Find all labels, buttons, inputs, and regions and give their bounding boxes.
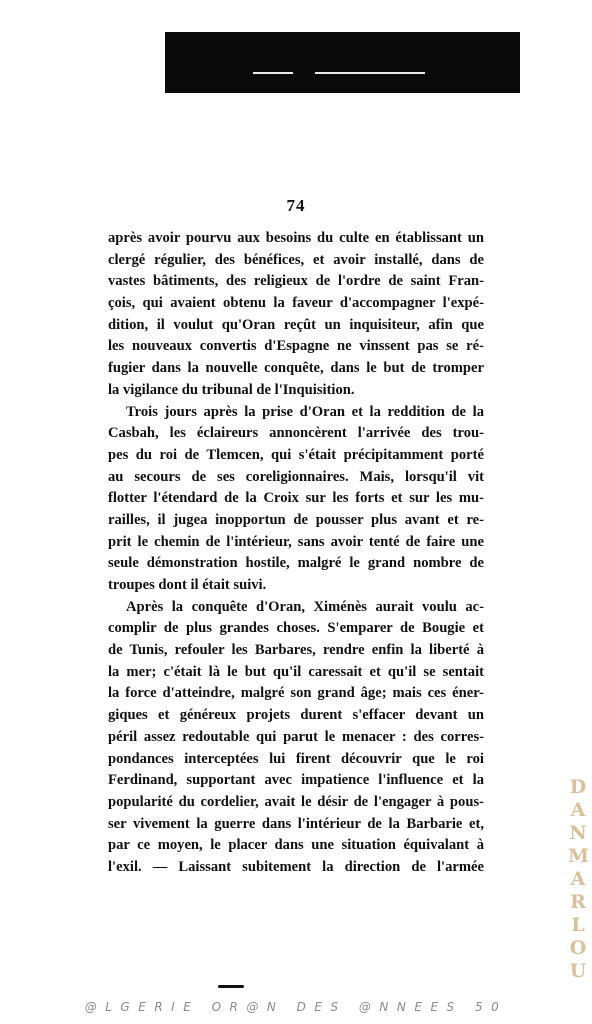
page-bottom-mark	[218, 985, 244, 988]
watermark-letter: O	[569, 937, 587, 959]
watermark-letter: D	[569, 776, 587, 798]
footer-watermark: @LGERIE OR@N DES @NNEES 50	[84, 1000, 508, 1014]
text-line: de Tunis, refouler les Barbares, rendre enfin la liberté à	[108, 642, 484, 659]
text-line: ser vivement la guerre dans l'intérieur de la Barbarie et,	[108, 815, 484, 832]
text-line: au secours de ses coreligionnaires. Mais, lorsqu'il vit	[108, 468, 484, 485]
text-line: prit le chemin de l'intérieur, sans avoir tenté de faire une	[108, 533, 484, 550]
text-line: après avoir pourvu aux besoins du culte en établissant un	[108, 230, 484, 246]
text-line: l'exil. — Laissant subitement la direction de l'armée	[108, 858, 484, 875]
text-line: troupes dont il était suivi.	[108, 577, 267, 593]
text-line: çois, qui avaient obtenu la faveur d'accompagner l'expé-	[108, 295, 484, 312]
page-number: 74	[286, 196, 306, 215]
watermark-letter: A	[570, 799, 586, 821]
watermark-letter: U	[569, 960, 587, 982]
vertical-watermark	[568, 776, 588, 983]
text-line: dition, il voulut qu'Oran reçût un inquisiteur, afin que	[108, 316, 484, 333]
text-line: vastes bâtiments, des religieux de l'ordre de saint Fran-	[108, 273, 484, 290]
text-line: fugier dans la nouvelle conquête, dans le but de tromper	[108, 360, 484, 377]
text-line: seule démonstration hostile, malgré le grand nombre de	[108, 555, 484, 572]
text-line: péril assez redoutable qui parut le menacer : des corres-	[108, 728, 484, 745]
text-line: Casbah, les éclaireurs annoncèrent l'arrivée des trou-	[108, 425, 484, 442]
text-line: complir de plus grandes choses. S'emparer de Bougie et	[108, 620, 484, 637]
watermark-letter: M	[568, 845, 590, 867]
text-line: flotter l'étendard de la Croix sur les forts et sur les mu-	[108, 490, 484, 507]
text-line: la force d'atteindre, malgré son grand âge; mais ces éner-	[108, 685, 484, 702]
text-line: les nouveaux convertis d'Espagne ne vinssent pas se ré-	[108, 338, 484, 355]
watermark-letter: L	[571, 914, 585, 936]
text-line: giques et généreux projets durent s'effacer devant un	[108, 707, 484, 724]
body-text	[108, 228, 484, 879]
watermark-letter: N	[569, 822, 587, 844]
text-line: la mer; c'était là le but qu'il caressait et qu'il se sentait	[108, 663, 484, 680]
text-line: par ce moyen, le placer dans une situation équivalant à	[108, 837, 484, 854]
text-line: railles, il jugea inopportun de pousser plus avant et re-	[108, 511, 484, 528]
text-line: la vigilance du tribunal de l'Inquisition.	[108, 381, 355, 398]
watermark-letter: A	[570, 868, 586, 890]
text-line: Après la conquête d'Oran, Ximénès aurait voulu ac-	[126, 598, 484, 615]
watermark-letter: R	[570, 891, 586, 913]
text-line: popularité du cordelier, avait le désir de l'engager à pous-	[108, 793, 484, 810]
scan-streak	[253, 72, 293, 74]
text-line: clergé régulier, des bénéfices, et avoir installé, dans de	[108, 251, 484, 268]
scan-streak	[315, 72, 425, 74]
text-line: Trois jours après la prise d'Oran et la reddition de la	[126, 403, 484, 420]
scan-header-black-band	[165, 32, 520, 93]
text-line: pes du roi de Tlemcen, qui s'était précipitamment porté	[108, 446, 484, 463]
text-line: pondances interceptées lui firent découvrir que le roi	[108, 750, 484, 767]
text-line: Ferdinand, supportant avec impatience l'influence et la	[108, 772, 484, 789]
